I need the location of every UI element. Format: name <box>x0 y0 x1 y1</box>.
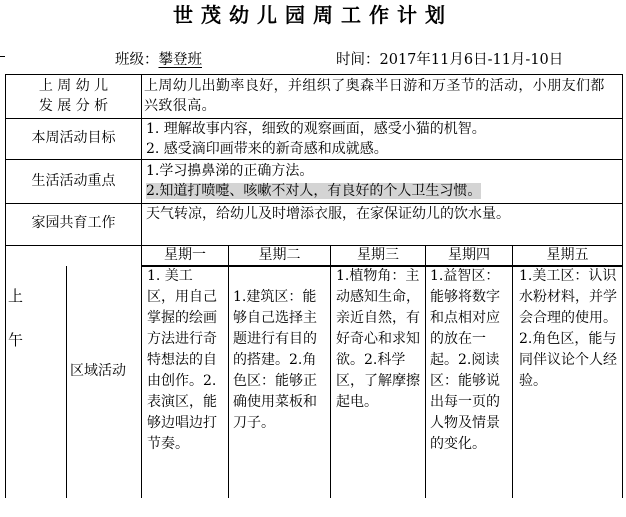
time-label: 时间： <box>336 52 380 68</box>
period-morning-char1: 上 <box>8 287 24 305</box>
schedule-border-left <box>5 246 6 498</box>
class-info <box>115 50 202 70</box>
schedule-cell-tue: 1.建筑区：能够自己选择主题进行有目的的搭建。2.角色区：能够正确使用菜板和刀子。 <box>233 289 317 431</box>
weekday-header-wed: 星期三 <box>357 247 399 263</box>
weekday-header-mon: 星期一 <box>164 247 206 263</box>
life-item: 1.学习擤鼻涕的正确方法。 <box>146 163 314 179</box>
class-value: 攀登班 <box>158 52 202 68</box>
class-label: 班级： <box>115 52 159 68</box>
schedule-cell-mon: 1. 美工区，用自己掌握的绘画方法进行奇特想法的自由创作。2.表演区，能够边唱边打节奏。 <box>147 268 217 452</box>
last-week-label <box>6 76 141 116</box>
schedule-cell-wed: 1.植物角：主动感知生命，亲近自然，有好奇心和求知欲。2.科学区，了解摩擦起电。 <box>336 268 420 410</box>
time-value: 2017年11月6日-11月-10日 <box>379 52 564 68</box>
goals-label: 本周活动目标 <box>31 130 116 146</box>
margin-mark <box>0 56 5 57</box>
activity-area-label: 区域活动 <box>70 363 126 379</box>
last-week-label-line2: 发 展 分 析 <box>38 98 109 114</box>
column-divider <box>425 246 426 498</box>
life-label: 生活活动重点 <box>31 173 116 189</box>
column-divider <box>330 246 331 498</box>
summary-divider <box>141 74 142 246</box>
home-label: 家园共育工作 <box>31 215 116 231</box>
weekday-header-thu: 星期四 <box>448 247 490 263</box>
page-title: 世茂幼儿园周工作计划 <box>173 3 453 27</box>
life-item <box>146 181 620 201</box>
goal-item: 1. 理解故事内容，细致的观察画面，感受小猫的机智。 <box>146 121 486 137</box>
weekday-header-tue: 星期二 <box>258 247 301 263</box>
goals-content <box>146 119 620 159</box>
row-divider <box>5 159 623 160</box>
schedule-cell-fri: 1.美工区：认识水粉材料，并学会合理的使用。2.角色区，能与同伴议论个人经验。 <box>519 268 617 389</box>
column-divider <box>141 246 142 498</box>
weekday-header-fri: 星期五 <box>546 247 589 263</box>
column-divider <box>228 246 229 498</box>
period-divider <box>66 266 67 498</box>
life-content <box>146 161 620 201</box>
last-week-label-line1: 上 周 幼 儿 <box>38 78 109 94</box>
column-divider <box>512 246 513 498</box>
period-morning-char2: 午 <box>8 331 24 349</box>
last-week-content: 上周幼儿出勤率良好，并组织了奥森半日游和万圣节的活动，小朋友们都兴致很高。 <box>144 78 605 114</box>
schedule-border-right <box>622 246 623 498</box>
goal-item: 2. 感受滴印画带来的新奇感和成就感。 <box>146 141 388 157</box>
home-content: 天气转凉，给幼儿及时增添衣服，在家保证幼儿的饮水量。 <box>146 206 510 222</box>
time-info <box>336 50 563 70</box>
schedule-cell-thu: 1.益智区：能够将数字和点相对应的放在一起。2.阅读区：能够说出每一页的人物及情景的变化。 <box>430 268 500 452</box>
life-item-highlight: 2.知道打喷嚏、咳嗽不对人，有良好的个人卫生习惯。 <box>146 183 482 199</box>
